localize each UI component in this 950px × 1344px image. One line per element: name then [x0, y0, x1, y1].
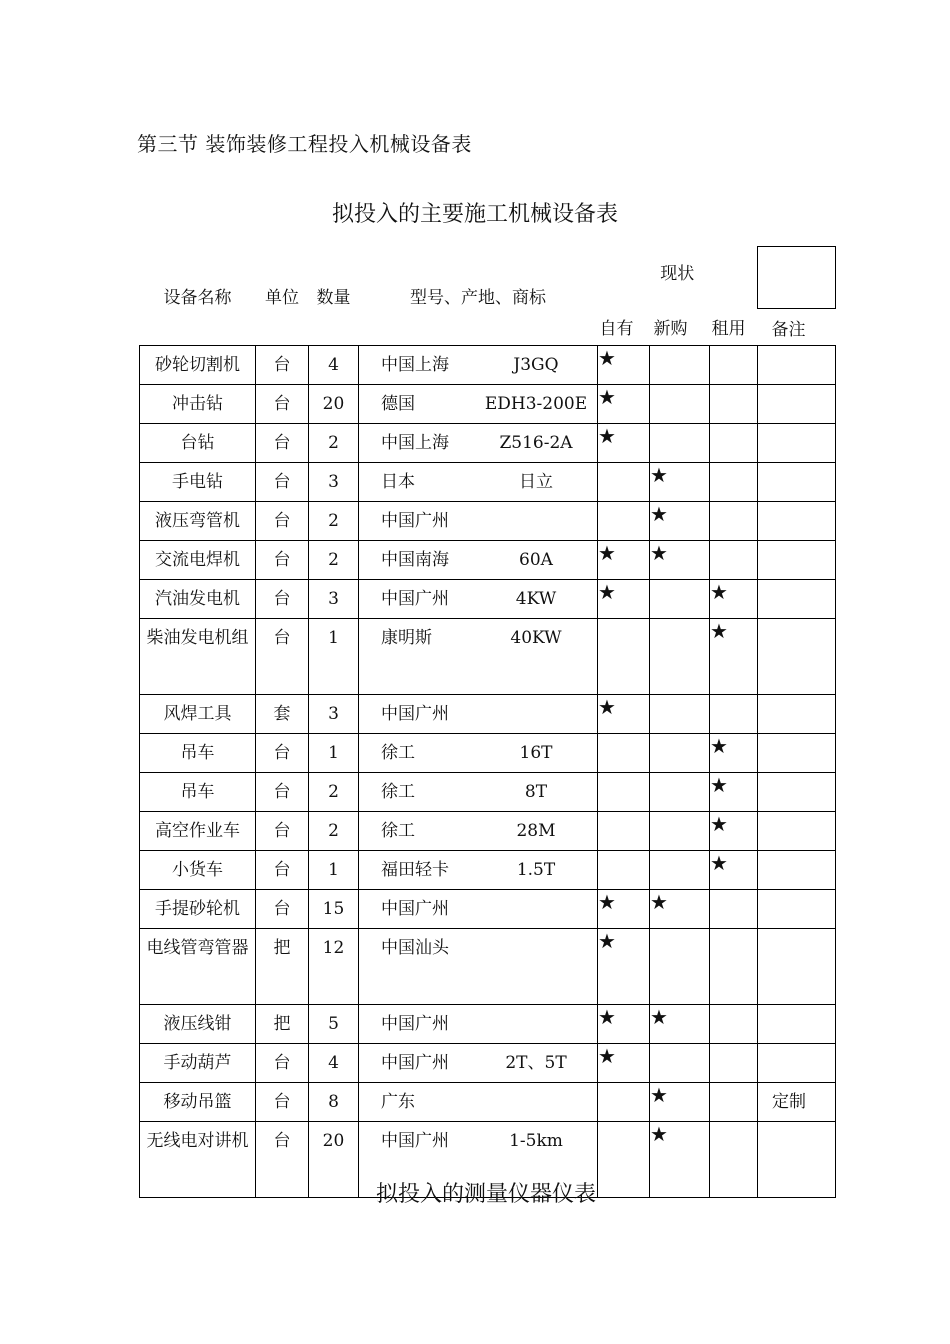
status-own-cell — [598, 1005, 650, 1044]
status-new-cell — [650, 695, 710, 734]
unit-cell: 台 — [256, 734, 309, 773]
star-icon: ★ — [598, 929, 616, 953]
star-icon: ★ — [710, 773, 728, 797]
status-own-cell — [598, 851, 650, 890]
equipment-name-cell: 交流电焊机 — [140, 541, 256, 580]
header-qty: 数量 — [316, 288, 351, 309]
star-icon: ★ — [650, 463, 668, 487]
origin-text: 中国广州 — [381, 1053, 449, 1073]
model-cell — [359, 1083, 598, 1122]
status-own-cell — [598, 502, 650, 541]
table-row — [140, 346, 836, 385]
status-new-cell — [650, 502, 710, 541]
table-row — [140, 502, 836, 541]
origin-text: 福田轻卡 — [381, 860, 449, 880]
status-rent-cell — [710, 385, 758, 424]
header-new: 新购 — [653, 319, 688, 340]
origin-text: 徐工 — [381, 743, 415, 763]
model-text: Z516-2A — [499, 433, 573, 453]
model-cell — [359, 580, 598, 619]
unit-cell: 台 — [256, 773, 309, 812]
table-row — [140, 619, 836, 695]
origin-text: 中国汕头 — [381, 938, 449, 958]
status-rent-cell — [710, 541, 758, 580]
model-text: 40KW — [510, 628, 562, 648]
status-new-cell — [650, 346, 710, 385]
equipment-name-cell: 移动吊篮 — [140, 1083, 256, 1122]
status-own-cell — [598, 463, 650, 502]
star-icon: ★ — [598, 890, 616, 914]
origin-text: 中国广州 — [381, 899, 449, 919]
header-own: 自有 — [599, 319, 634, 340]
model-cell — [359, 851, 598, 890]
remark-cell — [758, 424, 836, 463]
equipment-name-cell: 柴油发电机组 — [140, 619, 256, 695]
model-cell — [359, 463, 598, 502]
model-text: J3GQ — [513, 355, 559, 375]
remark-cell — [758, 773, 836, 812]
status-rent-cell — [710, 734, 758, 773]
model-text: 1.5T — [516, 860, 556, 880]
status-own-cell — [598, 424, 650, 463]
status-own-cell — [598, 346, 650, 385]
status-own-cell — [598, 890, 650, 929]
status-own-cell — [598, 734, 650, 773]
equipment-name-cell: 吊车 — [140, 773, 256, 812]
table-row — [140, 1005, 836, 1044]
model-cell — [359, 890, 598, 929]
header-unit: 单位 — [265, 288, 299, 309]
model-text: 28M — [516, 821, 556, 841]
remark-cell — [758, 812, 836, 851]
origin-text: 中国广州 — [381, 589, 449, 609]
qty-cell: 4 — [309, 1044, 359, 1083]
equipment-name-cell: 风焊工具 — [140, 695, 256, 734]
status-rent-cell — [710, 619, 758, 695]
status-own-cell — [598, 812, 650, 851]
remark-cell — [758, 502, 836, 541]
unit-cell: 台 — [256, 890, 309, 929]
status-new-cell — [650, 541, 710, 580]
table-row — [140, 385, 836, 424]
status-rent-cell — [710, 1044, 758, 1083]
origin-text: 徐工 — [381, 821, 415, 841]
model-text: 60A — [519, 550, 553, 570]
table-row — [140, 1044, 836, 1083]
origin-text: 中国广州 — [381, 704, 449, 724]
section-title: 第三节 装饰装修工程投入机械设备表 — [137, 132, 472, 156]
qty-cell: 3 — [309, 463, 359, 502]
model-cell — [359, 734, 598, 773]
status-new-cell — [650, 1044, 710, 1083]
star-icon: ★ — [650, 502, 668, 526]
star-icon: ★ — [598, 541, 616, 565]
origin-text: 中国广州 — [381, 1131, 449, 1151]
equipment-name-cell: 高空作业车 — [140, 812, 256, 851]
qty-cell: 1 — [309, 851, 359, 890]
status-rent-cell — [710, 695, 758, 734]
model-cell — [359, 812, 598, 851]
status-new-cell — [650, 580, 710, 619]
status-new-cell — [650, 424, 710, 463]
next-table-title: 拟投入的测量仪器仪表 — [375, 1182, 596, 1207]
unit-cell: 台 — [256, 580, 309, 619]
qty-cell: 2 — [309, 812, 359, 851]
equipment-name-cell: 小货车 — [140, 851, 256, 890]
equipment-name-cell: 电线管弯管器 — [140, 929, 256, 1005]
remark-cell — [758, 385, 836, 424]
star-icon: ★ — [710, 734, 728, 758]
unit-cell: 把 — [256, 1005, 309, 1044]
status-new-cell — [650, 734, 710, 773]
status-own-cell — [598, 541, 650, 580]
status-rent-cell — [710, 580, 758, 619]
star-icon: ★ — [650, 1083, 668, 1107]
origin-text: 德国 — [381, 394, 415, 414]
star-icon: ★ — [598, 1044, 616, 1068]
star-icon: ★ — [710, 580, 728, 604]
remark-cell — [758, 851, 836, 890]
status-rent-cell — [710, 502, 758, 541]
remark-cell — [758, 541, 836, 580]
remark-cell — [758, 695, 836, 734]
model-cell — [359, 541, 598, 580]
star-icon: ★ — [650, 1005, 668, 1029]
status-rent-cell — [710, 890, 758, 929]
model-text: 日立 — [519, 472, 553, 492]
status-own-cell — [598, 773, 650, 812]
remark-cell — [758, 346, 836, 385]
qty-cell: 8 — [309, 1083, 359, 1122]
status-own-cell — [598, 929, 650, 1005]
origin-text: 中国广州 — [381, 1014, 449, 1034]
equipment-name-cell: 液压弯管机 — [140, 502, 256, 541]
model-text: 16T — [519, 743, 553, 763]
model-cell — [359, 346, 598, 385]
model-text: 4KW — [515, 589, 557, 609]
status-own-cell — [598, 1083, 650, 1122]
qty-cell: 2 — [309, 424, 359, 463]
equipment-table — [139, 246, 836, 1198]
model-text: EDH3-200E — [484, 394, 588, 414]
equipment-name-cell: 手动葫芦 — [140, 1044, 256, 1083]
unit-cell: 台 — [256, 619, 309, 695]
unit-cell: 台 — [256, 424, 309, 463]
remark-cell — [758, 1044, 836, 1083]
origin-text: 中国南海 — [381, 550, 449, 570]
unit-cell: 台 — [256, 502, 309, 541]
equipment-name-cell: 台钻 — [140, 424, 256, 463]
table-row — [140, 812, 836, 851]
model-cell — [359, 695, 598, 734]
equipment-name-cell: 手提砂轮机 — [140, 890, 256, 929]
unit-cell: 台 — [256, 541, 309, 580]
status-own-cell — [598, 1044, 650, 1083]
table-row — [140, 541, 836, 580]
qty-cell: 12 — [309, 929, 359, 1005]
unit-cell: 台 — [256, 1044, 309, 1083]
remark-cell — [758, 463, 836, 502]
remark-cell — [758, 929, 836, 1005]
status-rent-cell — [710, 1005, 758, 1044]
model-cell — [359, 385, 598, 424]
equipment-name-cell: 砂轮切割机 — [140, 346, 256, 385]
equipment-name-cell: 液压线钳 — [140, 1005, 256, 1044]
unit-cell: 台 — [256, 1083, 309, 1122]
status-new-cell — [650, 812, 710, 851]
unit-cell: 台 — [256, 1122, 309, 1198]
table-row — [140, 1083, 836, 1122]
origin-text: 广东 — [381, 1092, 415, 1112]
model-text: 1-5km — [509, 1131, 563, 1151]
star-icon: ★ — [710, 619, 728, 643]
status-own-cell — [598, 580, 650, 619]
qty-cell: 1 — [309, 619, 359, 695]
qty-cell: 1 — [309, 734, 359, 773]
unit-cell: 台 — [256, 385, 309, 424]
unit-cell: 套 — [256, 695, 309, 734]
status-new-cell — [650, 385, 710, 424]
model-cell — [359, 424, 598, 463]
table-row — [140, 929, 836, 1005]
origin-text: 中国广州 — [381, 511, 449, 531]
model-text: 8T — [524, 782, 548, 802]
table-body — [140, 346, 836, 1198]
table-row — [140, 890, 836, 929]
status-rent-cell — [710, 424, 758, 463]
star-icon: ★ — [598, 346, 616, 370]
header-name: 设备名称 — [163, 288, 232, 309]
equipment-name-cell: 汽油发电机 — [140, 580, 256, 619]
equipment-name-cell: 冲击钻 — [140, 385, 256, 424]
unit-cell: 台 — [256, 346, 309, 385]
star-icon: ★ — [650, 890, 668, 914]
table-row — [140, 695, 836, 734]
table-row — [140, 424, 836, 463]
equipment-name-cell: 手电钻 — [140, 463, 256, 502]
remark-cell — [758, 580, 836, 619]
table-row — [140, 773, 836, 812]
star-icon: ★ — [598, 424, 616, 448]
model-cell — [359, 1044, 598, 1083]
status-rent-cell — [710, 812, 758, 851]
remark-cell — [758, 734, 836, 773]
remark-cell — [758, 619, 836, 695]
status-own-cell — [598, 385, 650, 424]
equipment-name-cell: 无线电对讲机 — [140, 1122, 256, 1198]
unit-cell: 台 — [256, 463, 309, 502]
star-icon: ★ — [650, 541, 668, 565]
table-row — [140, 580, 836, 619]
status-rent-cell — [710, 929, 758, 1005]
qty-cell: 15 — [309, 890, 359, 929]
model-cell — [359, 619, 598, 695]
status-new-cell — [650, 929, 710, 1005]
model-cell — [359, 1005, 598, 1044]
origin-text: 徐工 — [381, 782, 415, 802]
remark-cell: 定制 — [758, 1083, 836, 1122]
origin-text: 中国上海 — [381, 355, 449, 375]
qty-cell: 20 — [309, 1122, 359, 1198]
equipment-name-cell: 吊车 — [140, 734, 256, 773]
table-row — [140, 851, 836, 890]
qty-cell: 2 — [309, 773, 359, 812]
model-cell — [359, 773, 598, 812]
header-model: 型号、产地、商标 — [410, 288, 546, 309]
star-icon: ★ — [650, 1122, 668, 1146]
remark-cell — [758, 890, 836, 929]
status-rent-cell — [710, 1083, 758, 1122]
header-status: 现状 — [660, 263, 695, 284]
origin-text: 康明斯 — [381, 628, 432, 648]
qty-cell: 2 — [309, 502, 359, 541]
model-text: 2T、5T — [505, 1053, 567, 1073]
qty-cell: 4 — [309, 346, 359, 385]
status-own-cell — [598, 619, 650, 695]
remark-cell — [758, 1005, 836, 1044]
unit-cell: 把 — [256, 929, 309, 1005]
star-icon: ★ — [598, 385, 616, 409]
star-icon: ★ — [710, 812, 728, 836]
unit-cell: 台 — [256, 851, 309, 890]
star-icon: ★ — [598, 1005, 616, 1029]
unit-cell: 台 — [256, 812, 309, 851]
status-rent-cell — [710, 346, 758, 385]
qty-cell: 5 — [309, 1005, 359, 1044]
star-icon: ★ — [598, 580, 616, 604]
status-rent-cell — [710, 773, 758, 812]
star-icon: ★ — [598, 695, 616, 719]
star-icon: ★ — [710, 851, 728, 875]
qty-cell: 2 — [309, 541, 359, 580]
status-new-cell — [650, 619, 710, 695]
status-new-cell — [650, 851, 710, 890]
status-new-cell — [650, 890, 710, 929]
model-cell — [359, 929, 598, 1005]
status-own-cell — [598, 695, 650, 734]
status-new-cell — [650, 773, 710, 812]
status-new-cell — [650, 1083, 710, 1122]
header-blank — [758, 247, 836, 309]
qty-cell: 20 — [309, 385, 359, 424]
status-new-cell — [650, 463, 710, 502]
header-rent: 租用 — [711, 319, 746, 340]
status-rent-cell — [710, 851, 758, 890]
table-row — [140, 734, 836, 773]
qty-cell: 3 — [309, 580, 359, 619]
status-rent-cell — [710, 463, 758, 502]
model-cell — [359, 502, 598, 541]
qty-cell: 3 — [309, 695, 359, 734]
status-new-cell — [650, 1005, 710, 1044]
origin-text: 中国上海 — [381, 433, 449, 453]
header-remark: 备注 — [771, 319, 806, 340]
table-title: 拟投入的主要施工机械设备表 — [331, 202, 618, 227]
table-row — [140, 463, 836, 502]
origin-text: 日本 — [381, 472, 415, 492]
